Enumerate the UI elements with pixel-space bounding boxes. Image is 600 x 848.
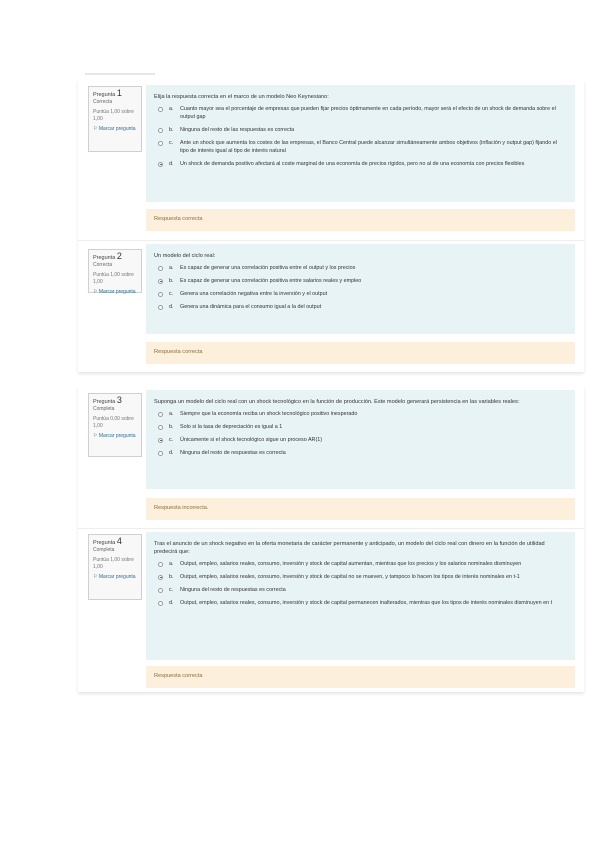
feedback-box: Respuesta correcta	[146, 209, 575, 231]
question-number: Pregunta 2	[93, 251, 122, 261]
radio-button[interactable]	[158, 292, 163, 297]
radio-button[interactable]	[158, 575, 163, 580]
flag-icon: ⚐	[93, 289, 98, 295]
top-divider	[85, 73, 155, 75]
feedback-box: Respuesta correcta	[146, 342, 575, 364]
question-content	[146, 532, 575, 660]
question-divider	[78, 528, 584, 529]
flag-icon: ⚐	[93, 126, 98, 132]
answer-option[interactable]: a. Output, empleo, salarios reales, consumo, inversión y stock de capital aumentan, mientras que los precios y los salarios nominales disminuyen	[154, 560, 565, 568]
answer-option[interactable]: d. Genera una dinámica para el consumo igual a la del output	[154, 303, 565, 311]
answer-option[interactable]: d. Ninguna del resto de respuestas es correcta	[154, 449, 565, 457]
answer-option[interactable]: c. Ninguna del resto de respuestas es correcta	[154, 586, 565, 594]
question-divider	[78, 240, 584, 241]
radio-button[interactable]	[158, 141, 163, 146]
feedback-box: Respuesta incorrecta.	[146, 498, 575, 520]
question-points: Puntúa 0,00 sobre 1,00	[93, 416, 134, 429]
question-status: Correcta	[93, 262, 113, 268]
radio-button[interactable]	[158, 128, 163, 133]
answer-option[interactable]: d. Un shock de demanda positivo afectará al coste marginal de una economía de precios rígidos, pero no al de una economía con precios flexibles	[154, 160, 565, 168]
question-number: Pregunta 4	[93, 536, 122, 546]
radio-button[interactable]	[158, 451, 163, 456]
flag-question-link[interactable]: ⚐ Marcar pregunta	[93, 574, 136, 580]
flag-icon: ⚐	[93, 574, 98, 580]
answer-option[interactable]: c. Únicamente si el shock tecnológico sigue un proceso AR(1)	[154, 436, 565, 444]
answer-option[interactable]: c. Ante un shock que aumenta los costes de las empresas, el Banco Central puede alcanzar simultáneamente ambos objetivos (inflación y output gap) fijando el tipo de interés igual al tipo de interés natural	[154, 139, 565, 155]
question-status: Correcta	[93, 99, 113, 105]
feedback-box: Respuesta correcta	[146, 666, 575, 688]
radio-button[interactable]	[158, 279, 163, 284]
question-text: Tras el anuncio de un shock negativo en la oferta monetaria de carácter permanente y anticipado, un modelo del ciclo real con dinero en la función de utilidad predecirá que:	[154, 541, 545, 555]
answer-option[interactable]: a. Es capaz de generar una correlación positiva entre el output y los precios	[154, 264, 565, 272]
question-content	[146, 244, 575, 334]
answer-option[interactable]: a. Siempre que la economía reciba un shock tecnológico positivo inesperado	[154, 410, 565, 418]
question-points: Puntúa 1,00 sobre 1,00	[93, 272, 134, 285]
question-info-box	[88, 393, 142, 457]
flag-question-link[interactable]: ⚐ Marcar pregunta	[93, 126, 136, 132]
question-status: Completa	[93, 406, 115, 412]
radio-button[interactable]	[158, 588, 163, 593]
flag-question-link[interactable]: ⚐ Marcar pregunta	[93, 433, 136, 439]
question-number: Pregunta 3	[93, 395, 122, 405]
radio-button[interactable]	[158, 162, 163, 167]
question-text: Suponga un modelo del ciclo real con un shock tecnológico en la función de producción. Este modelo generará persistencia en las variables reales:	[154, 399, 520, 405]
radio-button[interactable]	[158, 425, 163, 430]
radio-button[interactable]	[158, 412, 163, 417]
radio-button[interactable]	[158, 562, 163, 567]
answer-option[interactable]: b. Output, empleo, salarios reales, consumo, inversión y stock de capital no se mueven, y tampoco lo hacen los tipos de interés nominales en t-1	[154, 573, 565, 581]
answer-option[interactable]: b. Ninguna del resto de las respuestas es correcta	[154, 126, 565, 134]
radio-button[interactable]	[158, 438, 163, 443]
question-content	[146, 390, 575, 489]
question-info-box	[88, 249, 142, 293]
question-points: Puntúa 1,00 sobre 1,00	[93, 557, 134, 570]
radio-button[interactable]	[158, 305, 163, 310]
answer-option[interactable]: b. Es capaz de generar una correlación positiva entre salarios reales y empleo	[154, 277, 565, 285]
question-number: Pregunta 1	[93, 88, 122, 98]
question-text: Un modelo del ciclo real:	[154, 253, 216, 259]
answer-option[interactable]: b. Solo si la tasa de depreciación es igual a 1	[154, 423, 565, 431]
flag-question-link[interactable]: ⚐ Marcar pregunta	[93, 289, 136, 295]
question-info-box	[88, 86, 142, 152]
question-status: Completa	[93, 547, 115, 553]
flag-icon: ⚐	[93, 433, 98, 439]
answer-option[interactable]: d. Output, empleo, salarios reales, consumo, inversión y stock de capital permanecen inalterados, mientras que los tipos de interés nominales disminuyen en t	[154, 599, 565, 607]
question-content	[146, 85, 575, 202]
question-points: Puntúa 1,00 sobre 1,00	[93, 109, 134, 122]
question-info-box	[88, 534, 142, 600]
radio-button[interactable]	[158, 107, 163, 112]
answer-option[interactable]: a. Cuanto mayor sea el porcentaje de empresas que pueden fijar precios óptimamente en cada período, mayor será el efecto de un shock de demanda sobre el output gap	[154, 105, 565, 121]
question-text: Elija la respuesta correcta en el marco de un modelo Neo Keynesiano:	[154, 94, 329, 100]
radio-button[interactable]	[158, 266, 163, 271]
answer-option[interactable]: c. Genera una correlación negativa entre la inversión y el output	[154, 290, 565, 298]
radio-button[interactable]	[158, 601, 163, 606]
